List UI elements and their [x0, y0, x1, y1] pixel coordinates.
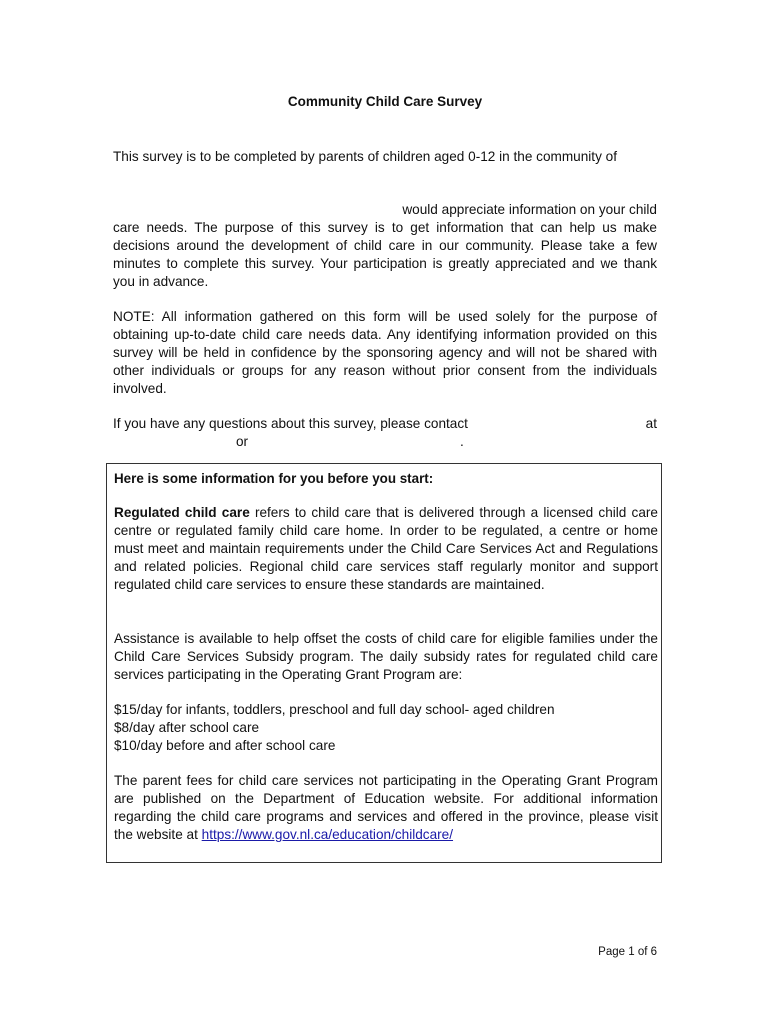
regulated-care-paragraph	[114, 504, 658, 594]
contact-or: or	[236, 434, 249, 449]
page-title: Community Child Care Survey	[287, 94, 483, 109]
purpose-text: care needs. The purpose of this survey is to get information that can help us make decisions around the development of child care in our community. Please take a few minutes to complete this survey. Your participation is greatly appreciated and we thank you in advance.	[113, 220, 657, 289]
rates-list	[114, 701, 658, 755]
parent-fees-text: The parent fees for child care services not participating in the Operating Grant Program are published on the Department of Education website. For additional information regarding the child care programs and services and offered in the province, please visit the website at	[114, 773, 658, 842]
rate-item: $15/day for infants, toddlers, preschool and full day school- aged children	[114, 702, 555, 717]
childcare-website-link[interactable]: https://www.gov.nl.ca/education/childcare/	[201, 827, 454, 842]
contact-line	[113, 415, 657, 433]
contact-text: If you have any questions about this survey, please contact	[113, 416, 468, 431]
contact-line-2	[236, 433, 464, 451]
intro-paragraph: This survey is to be completed by parents of children aged 0-12 in the community of	[113, 149, 617, 164]
note-paragraph: NOTE: All information gathered on this form will be used solely for the purpose of obtaining up-to-date child care needs data. Any identifying information provided on this survey will be held in confidence by the sponsoring agency and will not be shared with other individuals or groups for any reason without prior consent from the individuals involved.	[113, 309, 657, 396]
subsidy-paragraph: Assistance is available to help offset the costs of child care for eligible families under the Child Care Services Subsidy program. The daily subsidy rates for regulated child care services participating in the Operating Grant Program are:	[114, 631, 658, 682]
page-number: Page 1 of 6	[598, 946, 657, 958]
regulated-care-text: refers to child care that is delivered through a licensed child care centre or regulated family child care home. In order to be regulated, a centre or home must meet and maintain requirements under the Child Care Services Act and Regulations and related policies. Regional child care services staff regularly monitor and support regulated child care services to ensure these standards are maintained.	[114, 505, 658, 592]
rate-item: $8/day after school care	[114, 720, 260, 735]
contact-period: .	[460, 434, 464, 449]
rate-item: $10/day before and after school care	[114, 738, 336, 753]
regulated-care-term: Regulated child care	[114, 505, 250, 520]
purpose-paragraph	[113, 201, 657, 291]
info-box	[106, 463, 662, 863]
parent-fees-paragraph	[114, 772, 658, 844]
contact-at: at	[645, 416, 657, 431]
purpose-first-line: would appreciate information on your child	[402, 202, 657, 217]
info-box-heading: Here is some information for you before you start:	[114, 471, 434, 486]
